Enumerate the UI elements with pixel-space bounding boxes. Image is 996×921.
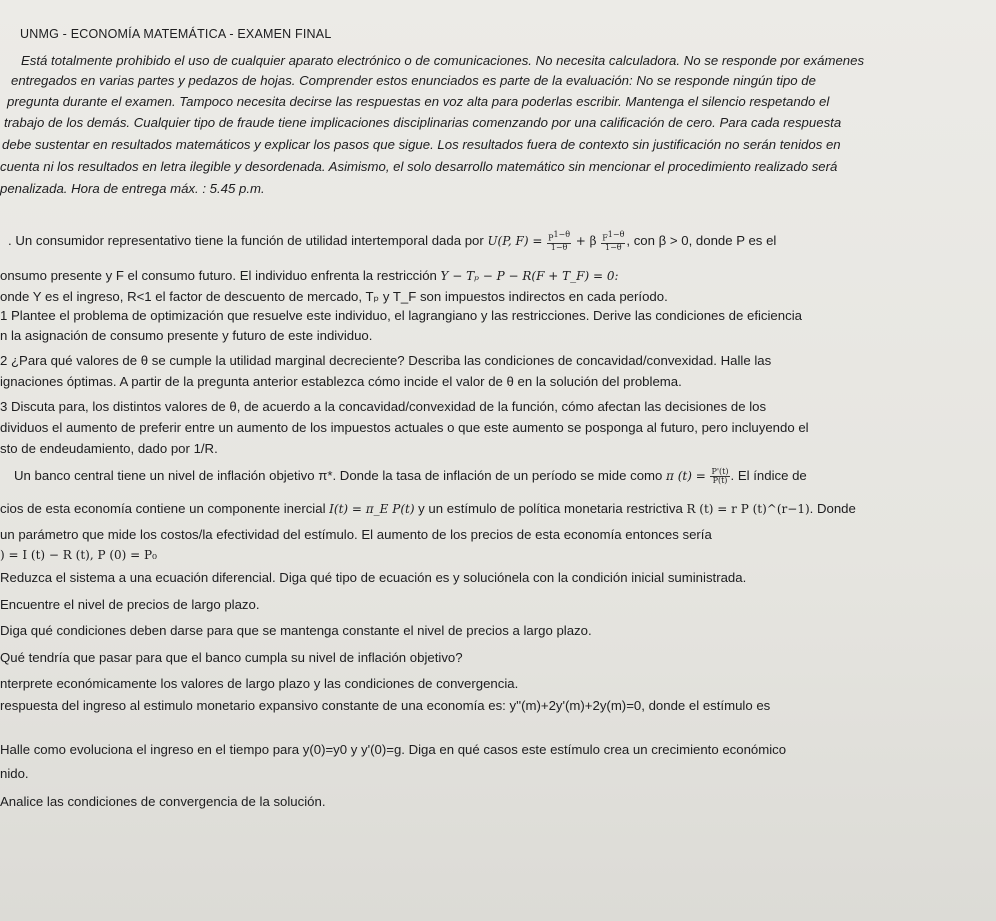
problem-2-statement: [14, 467, 807, 485]
problem-2-line: [0, 500, 856, 518]
rules-line: debe sustentar en resultados matemáticos y explicar los pasos que sigue. Los resultados fuera de contexto sin justificación no serán tenidos en: [2, 137, 841, 152]
question-1-1: 1 Plantee el problema de optimización que resuelve este individuo, el lagrangiano y las restricciones. Derive las condiciones de eficiencia: [0, 308, 802, 323]
problem-2-text: Un banco central tiene un nivel de inflación objetivo π*. Donde la tasa de inflación de un período se mide como: [14, 468, 667, 483]
question-1-3-cont: dividuos el aumento de preferir entre un aumento de los impuestos actuales o que este aumento se posponga al futuro, pero incluyendo el: [0, 420, 809, 435]
stimulus-text: y un estímulo de política monetaria restrictiva: [414, 501, 687, 516]
question-1-2-cont: ignaciones óptimas. A partir de la pregunta anterior establezca cómo incide el valor de θ en la solución del problema.: [0, 374, 682, 389]
problem-1-statement: . Un consumidor representativo tiene la función de utilidad intertemporal dada por U(P, F) = $\frac{P^{1-\theta}}{1-\theta}$ + β $\frac{F^{1-\theta}}{1-\theta}$ , con β > 0, donde P es el: [8, 230, 777, 252]
utility-term-f: $\frac{F^{1-\theta}}{1-\theta}$: [602, 230, 625, 252]
constraint-text: onsumo presente y F el consumo futuro. El individuo enfrenta la restricción: [0, 268, 441, 283]
question-1-3: 3 Discuta para, los distintos valores de θ, de acuerdo a la concavidad/convexidad de la función, cómo afectan las decisiones de los: [0, 399, 767, 414]
inertial-text: cios de esta economía contiene un componente inercial: [0, 501, 330, 516]
question-3-1: Halle como evoluciona el ingreso en el tiempo para y(0)=y0 y y'(0)=g. Diga en qué casos este estímulo crea un crecimiento económico: [0, 742, 787, 757]
problem-1-text: . Un consumidor representativo tiene la función de utilidad intertemporal dada por: [8, 232, 488, 248]
problem-2-text-end: . El índice de: [730, 468, 807, 483]
price-equation: ) = I (t) − R (t), P (0) = P₀: [0, 548, 157, 562]
problem-3-statement: respuesta del ingreso al estimulo monetario expansivo constante de una economía es: y''(m)+2y'(m)+2y(m)=0, donde el estímulo es: [0, 698, 771, 713]
rules-line: cuenta ni los resultados en letra ilegible y desordenada. Asimismo, el solo desarrollo matemático sin mencionar el procedimiento realizado será: [0, 159, 838, 174]
rules-line: pregunta durante el examen. Tampoco necesita decirse las respuestas en voz alta para poderlas escribir. Mantenga el silencio respetando el: [7, 94, 830, 109]
problem-1-text-end: , con β > 0, donde P es el: [626, 232, 777, 248]
rules-line: trabajo de los demás. Cualquier tipo de fraude tiene implicaciones disciplinarias comenzando por una calificación de cero. Para cada respuesta: [4, 115, 842, 130]
problem-1-constraint: [0, 267, 619, 285]
question-2-4: Qué tendría que pasar para que el banco cumpla su nivel de inflación objetivo?: [0, 650, 463, 665]
exam-title: UNMG - ECONOMÍA MATEMÁTICA - EXAMEN FINAL: [20, 27, 332, 41]
question-1-3-cont2: sto de endeudamiento, dado por 1/R.: [0, 441, 218, 456]
question-1-2: 2 ¿Para qué valores de θ se cumple la utilidad marginal decreciente? Describa las condiciones de concavidad/convexidad. Halle las: [0, 353, 772, 368]
rules-line: penalizada. Hora de entrega máx. : 5.45 p.m.: [0, 181, 265, 196]
question-2-2: Encuentre el nivel de precios de largo plazo.: [0, 597, 260, 612]
stimulus-formula: R (t) = r P (t)^(r−1): [686, 502, 810, 516]
problem-1-line: onde Y es el ingreso, R<1 el factor de descuento de mercado, Tₚ y T_F son impuestos indirectos en cada período.: [0, 289, 668, 304]
rules-line: entregados en varias partes y pedazos de hojas. Comprender estos enunciados es parte de la evaluación: No se responde ningún tipo de: [11, 73, 816, 88]
utility-function: U(P, F) =: [487, 233, 543, 248]
stimulus-text-end: . Donde: [809, 501, 856, 516]
inflation-formula: π (t) =: [666, 469, 706, 483]
question-2-3: Diga qué condiciones deben darse para que se mantenga constante el nivel de precios a largo plazo.: [0, 623, 592, 638]
problem-2-line: un parámetro que mide los costos/la efectividad del estímulo. El aumento de los precios de esta economía entonces sería: [0, 527, 712, 542]
question-2-1: Reduzca el sistema a una ecuación diferencial. Diga qué tipo de ecuación es y soluciónela con la condición inicial suministrada.: [0, 570, 747, 585]
question-3-1-cont: nido.: [0, 766, 29, 781]
inflation-fraction: $\frac{P'(t)}{P(t)}$: [711, 467, 729, 486]
constraint-math: Y − Tₚ − P − R(F + T_F) = 0:: [440, 269, 619, 283]
inertial-formula: I(t) = π_E P(t): [329, 502, 415, 516]
question-2-5: nterprete económicamente los valores de largo plazo y las condiciones de convergencia.: [0, 676, 519, 691]
question-3-2: Analice las condiciones de convergencia de la solución.: [0, 794, 326, 809]
question-1-1-cont: n la asignación de consumo presente y futuro de este individuo.: [0, 328, 373, 343]
utility-term-p: $\frac{P^{1-\theta}}{1-\theta}$: [548, 230, 571, 252]
rules-line: Está totalmente prohibido el uso de cualquier aparato electrónico o de comunicaciones. No necesita calculadora. No se responde por exámenes: [21, 53, 865, 68]
